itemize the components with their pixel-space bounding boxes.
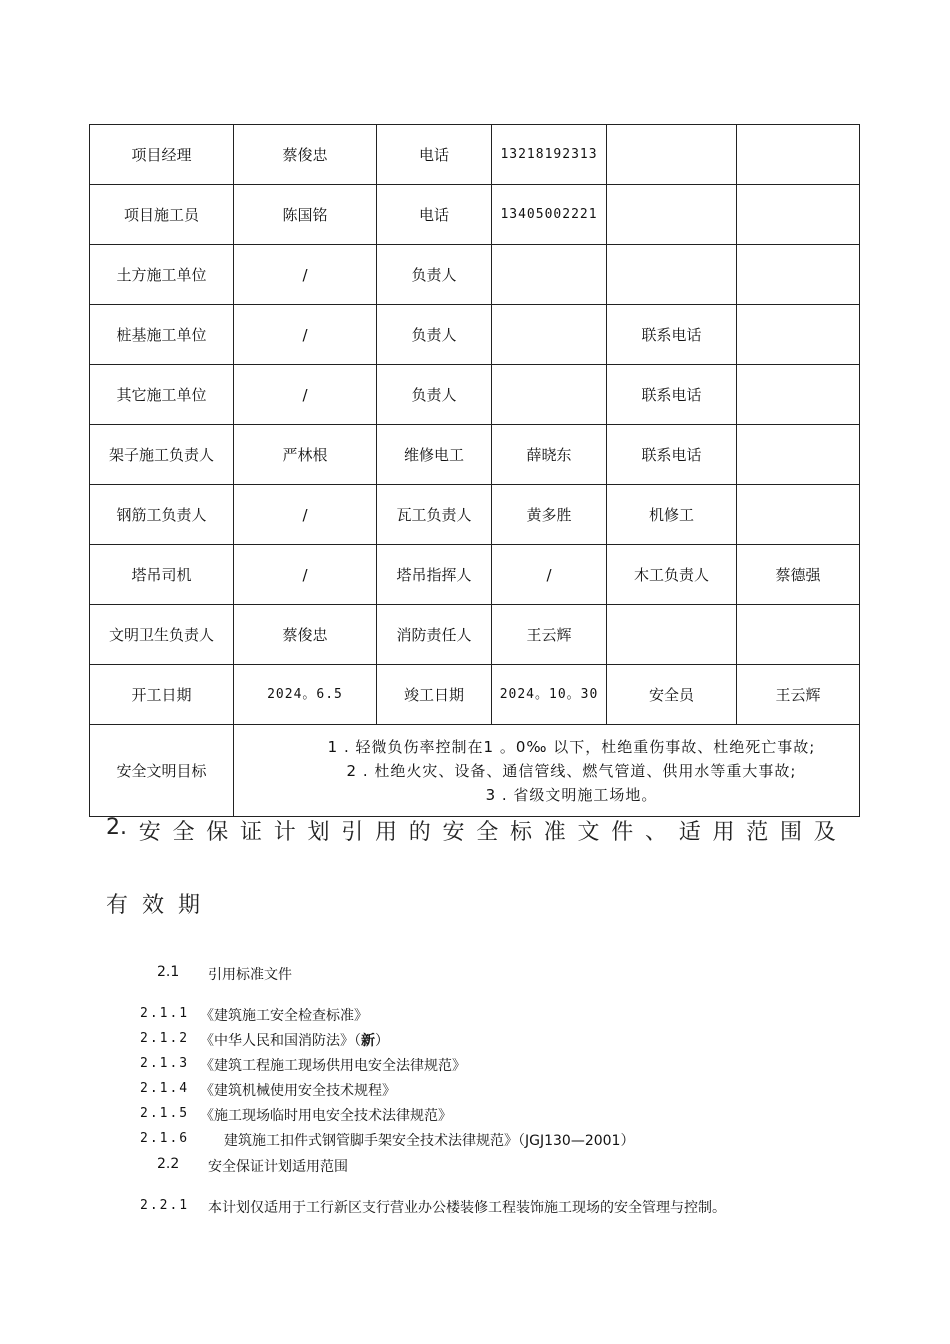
table-cell: 其它施工单位 (90, 365, 234, 425)
item-text: 《建筑机械使用安全技术规程》 (200, 1083, 396, 1099)
section-heading-line1 (106, 815, 836, 846)
table-cell (737, 485, 860, 545)
personnel-table (89, 124, 860, 817)
table-cell (737, 185, 860, 245)
heading-char: 划 (307, 820, 330, 845)
table-row (90, 485, 860, 545)
table-row (90, 665, 860, 725)
item-number: 2.1.6 (140, 1131, 190, 1146)
table-cell (737, 305, 860, 365)
table-cell: 木工负责人 (607, 545, 737, 605)
table-cell: 蔡德强 (737, 545, 860, 605)
table-cell (492, 305, 607, 365)
table-cell: 黄多胜 (492, 485, 607, 545)
heading-char: 范 (746, 820, 769, 845)
heading-char: 全 (476, 820, 499, 845)
section-title: 引用标准文件 (208, 967, 292, 983)
table-cell: 联系电话 (607, 305, 737, 365)
item-text: 《建筑施工安全检查标准》 (200, 1008, 368, 1024)
table-cell: 13405002221 (492, 185, 607, 245)
heading-char: 计 (273, 820, 296, 845)
table-cell: 负责人 (377, 245, 492, 305)
heading-char: 围 (779, 820, 802, 845)
heading-char: 安 (442, 820, 465, 845)
item-text: 建筑施工扣件式钢管脚手架安全技术法律规范》（JGJ130—2001） (224, 1133, 635, 1149)
table-row-goals (90, 725, 860, 817)
table-cell (607, 125, 737, 185)
table-cell: 蔡俊忠 (234, 605, 377, 665)
item-text: 本计划仅适用于工行新区支行营业办公楼装修工程装饰施工现场的安全管理与控制。 (208, 1200, 726, 1216)
table-cell (492, 365, 607, 425)
table-cell: 联系电话 (607, 365, 737, 425)
table-row (90, 305, 860, 365)
heading-char: 、 (644, 820, 667, 845)
heading-char: 适 (678, 820, 701, 845)
table-cell: / (234, 485, 377, 545)
table-cell (737, 425, 860, 485)
table-cell: 负责人 (377, 365, 492, 425)
item-text: 《中华人民和国消防法》（ (200, 1033, 361, 1049)
table-cell: 开工日期 (90, 665, 234, 725)
table-cell (737, 365, 860, 425)
table-cell: 文明卫生负责人 (90, 605, 234, 665)
section-number: 2.1 (157, 964, 180, 980)
table-row (90, 605, 860, 665)
table-cell: 电话 (377, 185, 492, 245)
table-row (90, 425, 860, 485)
table-cell: 项目施工员 (90, 185, 234, 245)
heading-char: 标 (509, 820, 532, 845)
table-cell: 机修工 (607, 485, 737, 545)
table-cell: 维修电工 (377, 425, 492, 485)
table-cell: 王云辉 (492, 605, 607, 665)
table-cell: 王云辉 (737, 665, 860, 725)
table-cell (607, 185, 737, 245)
table-cell (492, 245, 607, 305)
table-cell: 联系电话 (607, 425, 737, 485)
table-cell: 架子施工负责人 (90, 425, 234, 485)
table-cell: 消防责任人 (377, 605, 492, 665)
table-cell: 陈国铭 (234, 185, 377, 245)
table-cell: 2024。6.5 (234, 665, 377, 725)
table-cell (737, 245, 860, 305)
table-cell: 2024。10。30 (492, 665, 607, 725)
heading-char: 件 (611, 820, 634, 845)
table-cell (607, 605, 737, 665)
heading-char: 引 (341, 820, 364, 845)
table-cell: 塔吊指挥人 (377, 545, 492, 605)
table-cell: 薛晓东 (492, 425, 607, 485)
section-heading-line2: 有效期 (106, 893, 215, 918)
goal-list (234, 725, 860, 817)
table-cell: 电话 (377, 125, 492, 185)
item-number: 2.1.3 (140, 1056, 190, 1071)
heading-char: 安 (138, 820, 161, 845)
table-cell: 安全员 (607, 665, 737, 725)
table-cell: 蔡俊忠 (234, 125, 377, 185)
table-cell: 13218192313 (492, 125, 607, 185)
table-cell (737, 125, 860, 185)
table-cell: / (234, 305, 377, 365)
table-row (90, 125, 860, 185)
table-cell (737, 605, 860, 665)
goal-label: 安全文明目标 (90, 725, 234, 817)
table-cell: 竣工日期 (377, 665, 492, 725)
goal-item: 2 . 杜绝火灾、设备、通信管线、燃气管道、供用水等重大事故; (346, 761, 797, 780)
heading-char: 用 (374, 820, 397, 845)
item-emphasis: 新 (361, 1033, 375, 1049)
table-row (90, 545, 860, 605)
table-cell: 土方施工单位 (90, 245, 234, 305)
table-cell: / (234, 245, 377, 305)
heading-char: 用 (712, 820, 735, 845)
item-number: 2.1.4 (140, 1081, 190, 1096)
heading-char: 准 (543, 820, 566, 845)
table-cell: 钢筋工负责人 (90, 485, 234, 545)
table-row (90, 365, 860, 425)
item-text-tail: ） (375, 1033, 389, 1049)
heading-char: 全 (172, 820, 195, 845)
item-text: 《施工现场临时用电安全技术法律规范》 (200, 1108, 452, 1124)
table-cell (607, 245, 737, 305)
item-number: 2.1.1 (140, 1006, 190, 1021)
heading-char: 的 (408, 820, 431, 845)
table-cell: / (234, 545, 377, 605)
goal-item: 1 . 轻微负伤率控制在1 。0‰ 以下，杜绝重伤事故、杜绝死亡事故; (327, 737, 816, 756)
item-text: 《建筑工程施工现场供用电安全法律规范》 (200, 1058, 466, 1074)
heading-char: 文 (577, 820, 600, 845)
table-row (90, 185, 860, 245)
table-cell: 瓦工负责人 (377, 485, 492, 545)
section-number: 2.2 (157, 1156, 180, 1172)
heading-char: 及 (813, 820, 836, 845)
table-cell: 塔吊司机 (90, 545, 234, 605)
table-cell: 负责人 (377, 305, 492, 365)
item-number: 2.1.2 (140, 1031, 190, 1046)
table-cell: 桩基施工单位 (90, 305, 234, 365)
goal-item: 3 . 省级文明施工场地。 (485, 785, 658, 804)
table-row (90, 245, 860, 305)
heading-char: 保 (206, 820, 229, 845)
item-number: 2.2.1 (140, 1198, 190, 1213)
table-cell: / (234, 365, 377, 425)
table-cell: 严林根 (234, 425, 377, 485)
section-title: 安全保证计划适用范围 (208, 1159, 348, 1175)
heading-char: 2. (106, 815, 127, 840)
table-cell: 项目经理 (90, 125, 234, 185)
item-text-line (200, 1030, 389, 1050)
item-number: 2.1.5 (140, 1106, 190, 1121)
heading-char: 证 (239, 820, 262, 845)
table-cell: / (492, 545, 607, 605)
